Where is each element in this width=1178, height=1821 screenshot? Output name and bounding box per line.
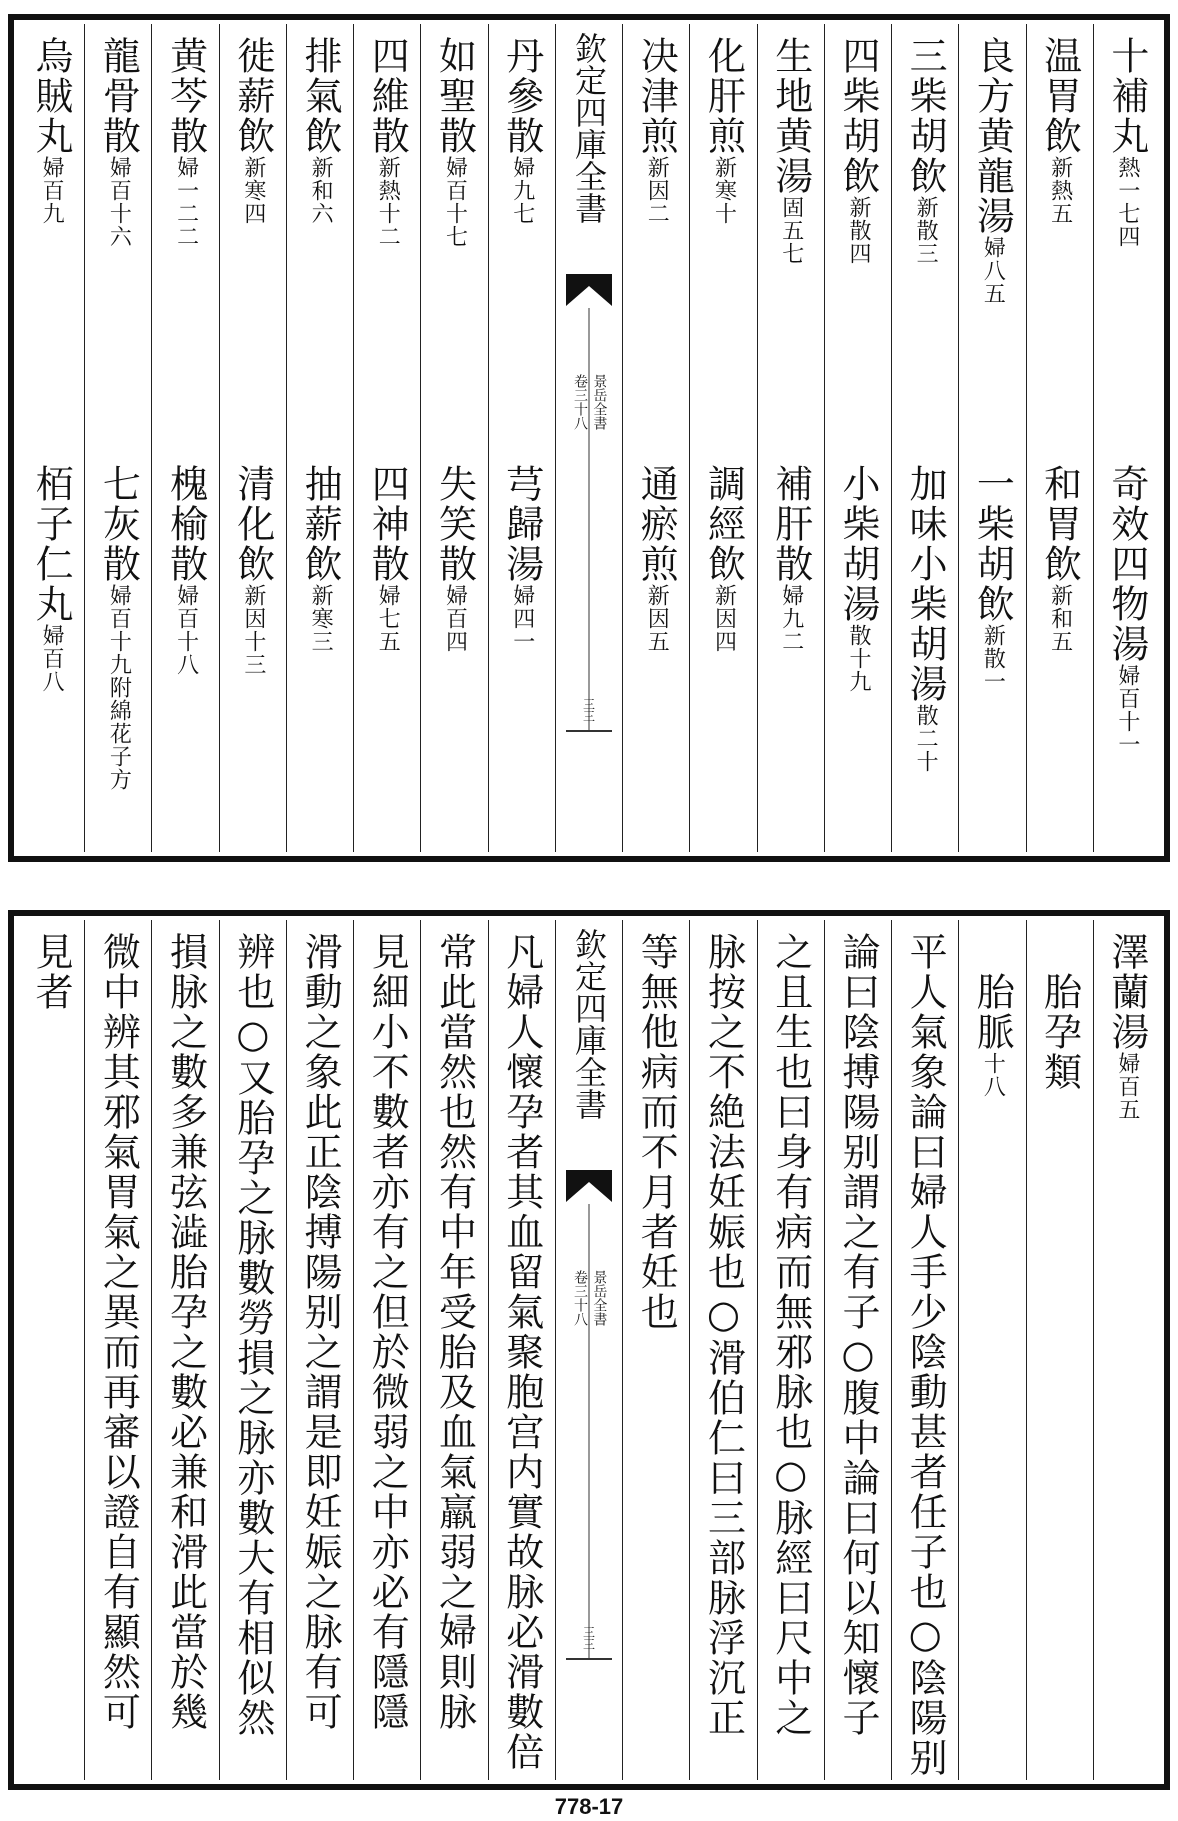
gutter-subtitle (572, 374, 607, 430)
formula-name: 徙薪飲 (230, 36, 275, 156)
formula-ref: 熱一七四 (1114, 156, 1140, 248)
body-text: 見者 (29, 932, 74, 1012)
formula-name: 一柴胡飲 (970, 464, 1015, 624)
formula-ref: 婦七五 (375, 584, 401, 653)
formula-name: 良方黄龍湯 (970, 36, 1015, 236)
body-text-line (499, 932, 544, 1772)
formula-entry-upper (701, 36, 746, 225)
text-column (757, 24, 824, 852)
body-text-line (768, 932, 813, 1738)
formula-name: 補肝散 (768, 464, 813, 584)
text-column (420, 24, 487, 852)
formula-ref: 婦百十九附綿花子方 (106, 584, 132, 791)
formula-ref: 婦八五 (980, 236, 1006, 305)
formula-entry-lower (432, 464, 477, 653)
body-text: 澤蘭湯 (1104, 932, 1149, 1052)
body-text-line (970, 932, 1015, 1098)
formula-name: 三柴胡飲 (903, 36, 948, 196)
gutter-bar (566, 1658, 611, 1660)
formula-ref: 固五七 (778, 196, 804, 265)
gutter-volume: 卷三十八 (572, 1270, 588, 1326)
fish-tail-mark-icon (566, 274, 612, 306)
body-text-line (432, 932, 477, 1732)
formula-entry-lower (29, 464, 74, 693)
body-text-line (835, 932, 880, 1738)
formula-entry-lower (163, 464, 208, 676)
body-text-line (163, 932, 208, 1732)
body-text: 脉按之不絶法妊娠也○滑伯仁曰三部脉浮沉正 (701, 932, 746, 1738)
formula-ref: 婦百十一 (1114, 664, 1140, 756)
formula-name: 四維散 (365, 36, 410, 156)
text-column (689, 24, 756, 852)
text-column (84, 920, 151, 1780)
formula-ref: 新熱五 (1047, 156, 1073, 225)
formula-ref: 婦一二二 (173, 156, 199, 248)
page-footer-number: 778-17 (554, 1794, 624, 1819)
text-column (824, 920, 891, 1780)
text-column (18, 920, 84, 1780)
text-column (286, 24, 353, 852)
text-column (151, 920, 218, 1780)
formula-name: 四神散 (365, 464, 410, 584)
body-text: 等無他病而不月者妊也 (634, 932, 679, 1332)
gutter-page-number: 三三 (581, 1626, 596, 1650)
formula-entry-upper (230, 36, 275, 225)
formula-entry-upper (903, 36, 948, 265)
formula-ref: 新寒四 (240, 156, 266, 225)
formula-entry-upper (365, 36, 410, 248)
body-text-line (29, 932, 74, 1012)
formula-name: 和胃飲 (1037, 464, 1082, 584)
text-column (958, 24, 1025, 852)
formula-ref: 新寒十 (711, 156, 737, 225)
formula-name: 槐榆散 (163, 464, 208, 584)
formula-ref: 婦四一 (509, 584, 535, 653)
text-column (18, 24, 84, 852)
formula-entry-lower (701, 464, 746, 653)
body-text: 損脉之數多兼弦澁胎孕之數必兼和滑此當於幾 (163, 932, 208, 1732)
formula-entry-upper (768, 36, 813, 265)
formula-name: 七灰散 (96, 464, 141, 584)
body-text: 常此當然也然有中年受胎及血氣羸弱之婦則脉 (432, 932, 477, 1732)
text-column (420, 920, 487, 1780)
body-text-line (298, 932, 343, 1732)
text-column (353, 920, 420, 1780)
top-page-panel (8, 14, 1170, 862)
body-note: 十八 (980, 1052, 1006, 1098)
formula-ref: 散二十 (913, 704, 939, 773)
formula-entry-upper (1104, 36, 1149, 248)
formula-ref: 婦百八 (39, 624, 65, 693)
body-text-line (701, 932, 746, 1738)
formula-entry-lower (298, 464, 343, 653)
body-text: 胎脈 (970, 932, 1015, 1052)
formula-entry-upper (835, 36, 880, 265)
text-column (286, 920, 353, 1780)
body-text: 辨也○又胎孕之脉數勞損之脉亦數大有相似然 (230, 932, 275, 1738)
formula-entry-upper (499, 36, 544, 225)
formula-name: 芎歸湯 (499, 464, 544, 584)
body-text-line (96, 932, 141, 1732)
text-column (1026, 24, 1093, 852)
formula-ref: 婦百十六 (106, 156, 132, 248)
formula-name: 清化飲 (230, 464, 275, 584)
formula-ref: 新散三 (913, 196, 939, 265)
formula-name: 龍骨散 (96, 36, 141, 156)
formula-ref: 新散一 (980, 624, 1006, 693)
formula-entry-upper (298, 36, 343, 225)
formula-ref: 新因五 (644, 584, 670, 653)
text-column (488, 920, 555, 1780)
text-column (84, 24, 151, 852)
formula-entry-lower (970, 464, 1015, 693)
text-column (891, 920, 958, 1780)
gutter-page-number: 三三 (581, 698, 596, 722)
body-text: 胎孕類 (1037, 932, 1082, 1092)
text-column (689, 920, 756, 1780)
gutter-title: 欽定四庫全書 (570, 928, 608, 1120)
formula-entry-upper (432, 36, 477, 248)
fish-tail-mark-icon (566, 1170, 612, 1202)
body-text-line (1037, 932, 1082, 1092)
formula-ref: 婦百九 (39, 156, 65, 225)
body-text: 凡婦人懷孕者其血留氣聚胞宫内實故脉必滑數倍 (499, 932, 544, 1772)
formula-name: 生地黄湯 (768, 36, 813, 196)
formula-name: 栢子仁丸 (29, 464, 74, 624)
formula-entry-lower (230, 464, 275, 676)
gutter-book: 景岳全書 (591, 1270, 608, 1326)
formula-entry-upper (1037, 36, 1082, 225)
body-text-line (230, 932, 275, 1738)
body-text-line (634, 932, 679, 1332)
gutter-line (589, 308, 590, 732)
text-column (353, 24, 420, 852)
gutter-volume: 卷三十八 (572, 374, 588, 430)
center-gutter (555, 920, 622, 1780)
formula-entry-upper (163, 36, 208, 248)
formula-ref: 婦百十八 (173, 584, 199, 676)
text-column (958, 920, 1025, 1780)
text-column (488, 24, 555, 852)
formula-entry-lower (1037, 464, 1082, 653)
body-text: 論曰陰搏陽别謂之有子○腹中論曰何以知懷子 (835, 932, 880, 1738)
text-column (622, 24, 689, 852)
body-text: 滑動之象此正陰搏陽别之謂是即妊娠之脉有可 (298, 932, 343, 1732)
formula-name: 决津煎 (634, 36, 679, 156)
formula-ref: 新因二 (644, 156, 670, 225)
body-text: 微中辨其邪氣胃氣之異而再審以證自有顯然可 (96, 932, 141, 1732)
formula-entry-lower (96, 464, 141, 791)
body-text: 見細小不數者亦有之但於微弱之中亦必有隱隱 (365, 932, 410, 1732)
formula-name: 黄芩散 (163, 36, 208, 156)
formula-name: 丹參散 (499, 36, 544, 156)
formula-name: 十補丸 (1104, 36, 1149, 156)
formula-name: 失笑散 (432, 464, 477, 584)
formula-ref: 婦百四 (442, 584, 468, 653)
bottom-page-columns (18, 920, 1160, 1780)
formula-entry-lower (768, 464, 813, 653)
formula-entry-lower (499, 464, 544, 653)
text-column (151, 24, 218, 852)
body-text: 之且生也曰身有病而無邪脉也○脉經曰尺中之 (768, 932, 813, 1738)
formula-ref: 新因十三 (240, 584, 266, 676)
formula-entry-lower (365, 464, 410, 653)
formula-ref: 新和五 (1047, 584, 1073, 653)
text-column (219, 24, 286, 852)
formula-ref: 散十九 (845, 624, 871, 693)
gutter-bar (566, 730, 611, 732)
text-column (824, 24, 891, 852)
formula-name: 排氣飲 (298, 36, 343, 156)
formula-ref: 婦九七 (509, 156, 535, 225)
formula-entry-lower (1104, 464, 1149, 756)
formula-name: 調經飲 (701, 464, 746, 584)
body-text-line (1104, 932, 1149, 1121)
bottom-page-panel (8, 910, 1170, 1790)
formula-ref: 新寒三 (308, 584, 334, 653)
formula-ref: 新散四 (845, 196, 871, 265)
formula-name: 奇效四物湯 (1104, 464, 1149, 664)
text-column (891, 24, 958, 852)
formula-name: 抽薪飲 (298, 464, 343, 584)
text-column (1093, 24, 1160, 852)
formula-name: 化肝煎 (701, 36, 746, 156)
text-column (622, 920, 689, 1780)
gutter-title: 欽定四庫全書 (570, 32, 608, 224)
formula-ref: 新熱十二 (375, 156, 401, 248)
formula-entry-upper (634, 36, 679, 225)
center-gutter (555, 24, 622, 852)
body-text-line (903, 932, 948, 1778)
formula-name: 通瘀煎 (634, 464, 679, 584)
formula-entry-upper (970, 36, 1015, 305)
formula-entry-lower (903, 464, 948, 773)
formula-entry-upper (29, 36, 74, 225)
formula-ref: 婦百十七 (442, 156, 468, 248)
formula-name: 四柴胡飲 (835, 36, 880, 196)
gutter-book: 景岳全書 (591, 374, 608, 430)
formula-entry-lower (835, 464, 880, 693)
formula-name: 小柴胡湯 (835, 464, 880, 624)
formula-entry-lower (634, 464, 679, 653)
gutter-subtitle (572, 1270, 607, 1326)
text-column (219, 920, 286, 1780)
body-text: 平人氣象論曰婦人手少陰動甚者任子也○陰陽别 (903, 932, 948, 1778)
top-page-columns (18, 24, 1160, 852)
formula-ref: 新因四 (711, 584, 737, 653)
text-column (1026, 920, 1093, 1780)
formula-name: 加味小柴胡湯 (903, 464, 948, 704)
text-column (757, 920, 824, 1780)
formula-ref: 新和六 (308, 156, 334, 225)
body-text-line (365, 932, 410, 1732)
formula-entry-upper (96, 36, 141, 248)
formula-ref: 婦九二 (778, 584, 804, 653)
formula-name: 如聖散 (432, 36, 477, 156)
body-note: 婦百五 (1114, 1052, 1140, 1121)
text-column (1093, 920, 1160, 1780)
formula-name: 温胃飲 (1037, 36, 1082, 156)
formula-name: 烏賊丸 (29, 36, 74, 156)
